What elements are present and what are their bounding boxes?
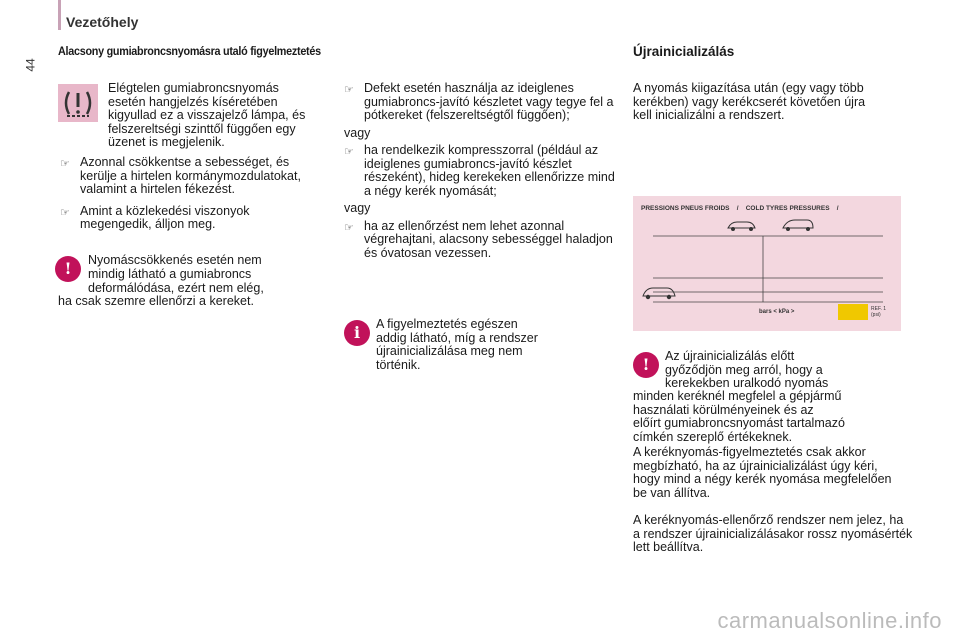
note-line: minden keréknél megfelel a gépjármű [633,389,842,403]
tyre-pressure-label-image [633,196,901,331]
exclamation-icon: ! [633,352,659,378]
list-item [60,156,320,197]
warning-description: Elégtelen gumiabroncsnyomás esetén hangjelzés kíséretében kigyullad ez a visszajelző lámpa, és felszereltségi szinttől függően egy üzenet is megjelenik. [108,81,306,149]
watermark: carmanualsonline.info [717,608,942,633]
note-first-lines [88,254,318,281]
pointing-hand-icon: ☞ [60,206,70,219]
note-line: győződjön meg arról, hogy a [665,362,823,377]
label-code: REF. 1 (psi) [871,306,887,318]
header-accent-bar [58,0,61,30]
note-line: mindig látható a gumiabroncs [88,266,252,281]
list-item-text: Defekt esetén használja az ideiglenes gumiabroncs-javító készletet vagy tegye fel a pótkereket (felszereltségtől függően); [364,81,614,122]
list-item-text: Amint a közlekedési viszonyok megengedik, álljon meg. [80,203,250,231]
section-title-low-pressure: Alacsony gumiabroncsnyomásra utaló figyelmeztetés [58,44,321,58]
reinit-note-first-lines [665,350,895,391]
pointing-hand-icon: ☞ [60,158,70,170]
note-line: használati körülményeinek és az [633,402,814,417]
list-item-text: ha az ellenőrzést nem lehet azonnal végrehajtani, alacsony sebességgel haladjon és óvatosan vezessen. [364,218,613,260]
note-line: ha csak szemre ellenőrzi a kereket. [58,294,254,308]
note-line: Nyomáscsökkenés esetén nem [88,253,262,267]
list-item [60,205,320,232]
list-item [344,82,619,123]
pointing-hand-icon: ☞ [344,221,354,234]
note-line: Az újrainicializálás előtt [665,349,795,363]
list-item-text: ha rendelkezik kompresszorral (például az ideiglenes gumiabroncs-javító készlet részeként), hideg kerekeken ellenőrizze mind a négy kerék nyomását; [364,143,615,198]
label-header: PRESSIONS PNEUS FROIDS / COLD TYRES PRESSURES / [641,205,839,212]
pointing-hand-icon: ☞ [344,84,354,96]
section-title-reinit: Újrainicializálás [633,44,735,59]
info-note [376,318,606,372]
reinit-paragraph-3: A keréknyomás-ellenőrző rendszer nem jelez, ha a rendszer újrainicializálásakor rossz nyomásérték lett beállítva. [633,513,913,554]
page-number: 44 [23,58,38,72]
info-line: A figyelmeztetés egészen [376,317,518,331]
info-line: addig látható, míg a rendszer [376,330,538,345]
note-line: kerekekben uralkodó nyomás [665,376,829,390]
list-item [344,220,619,261]
exclamation-icon: ! [55,256,81,282]
note-line: előírt gumiabroncsnyomást tartalmazó [633,416,845,430]
or-label: vagy [344,125,371,140]
list-item-text: Azonnal csökkentse a sebességet, és kerülje a hirtelen kormánymozdulatokat, valamint a hirtelen fékezést. [80,155,301,196]
label-units: bars < kPa > [759,309,795,315]
or-label: vagy [344,201,371,215]
list-item [344,144,619,198]
note-line: címkén szereplő értékeknek. [633,429,793,444]
left-bullet-list [60,156,320,232]
reinit-paragraph-2: A keréknyomás-figyelmeztetés csak akkor megbízható, ha az újrainicializálást úgy kéri, hogy mind a négy kerék nyomása megfelelően be van állítva. [633,445,892,500]
info-line: történik. [376,357,421,372]
info-icon: i [344,320,370,346]
middle-column [344,82,619,260]
info-line: újrainicializálása meg nem [376,344,523,358]
tyre-pressure-warning-icon [58,84,98,122]
pointing-hand-icon: ☞ [344,146,354,158]
page-header-title: Vezetőhely [66,14,139,30]
note-line: deformálódása, ezért nem elég, [88,281,264,295]
reinit-note-rest [633,390,913,444]
reinit-intro: A nyomás kiigazítása után (egy vagy több kerékben) vagy kerékcserét követően újra kell inicializálni a rendszert. [633,81,866,122]
